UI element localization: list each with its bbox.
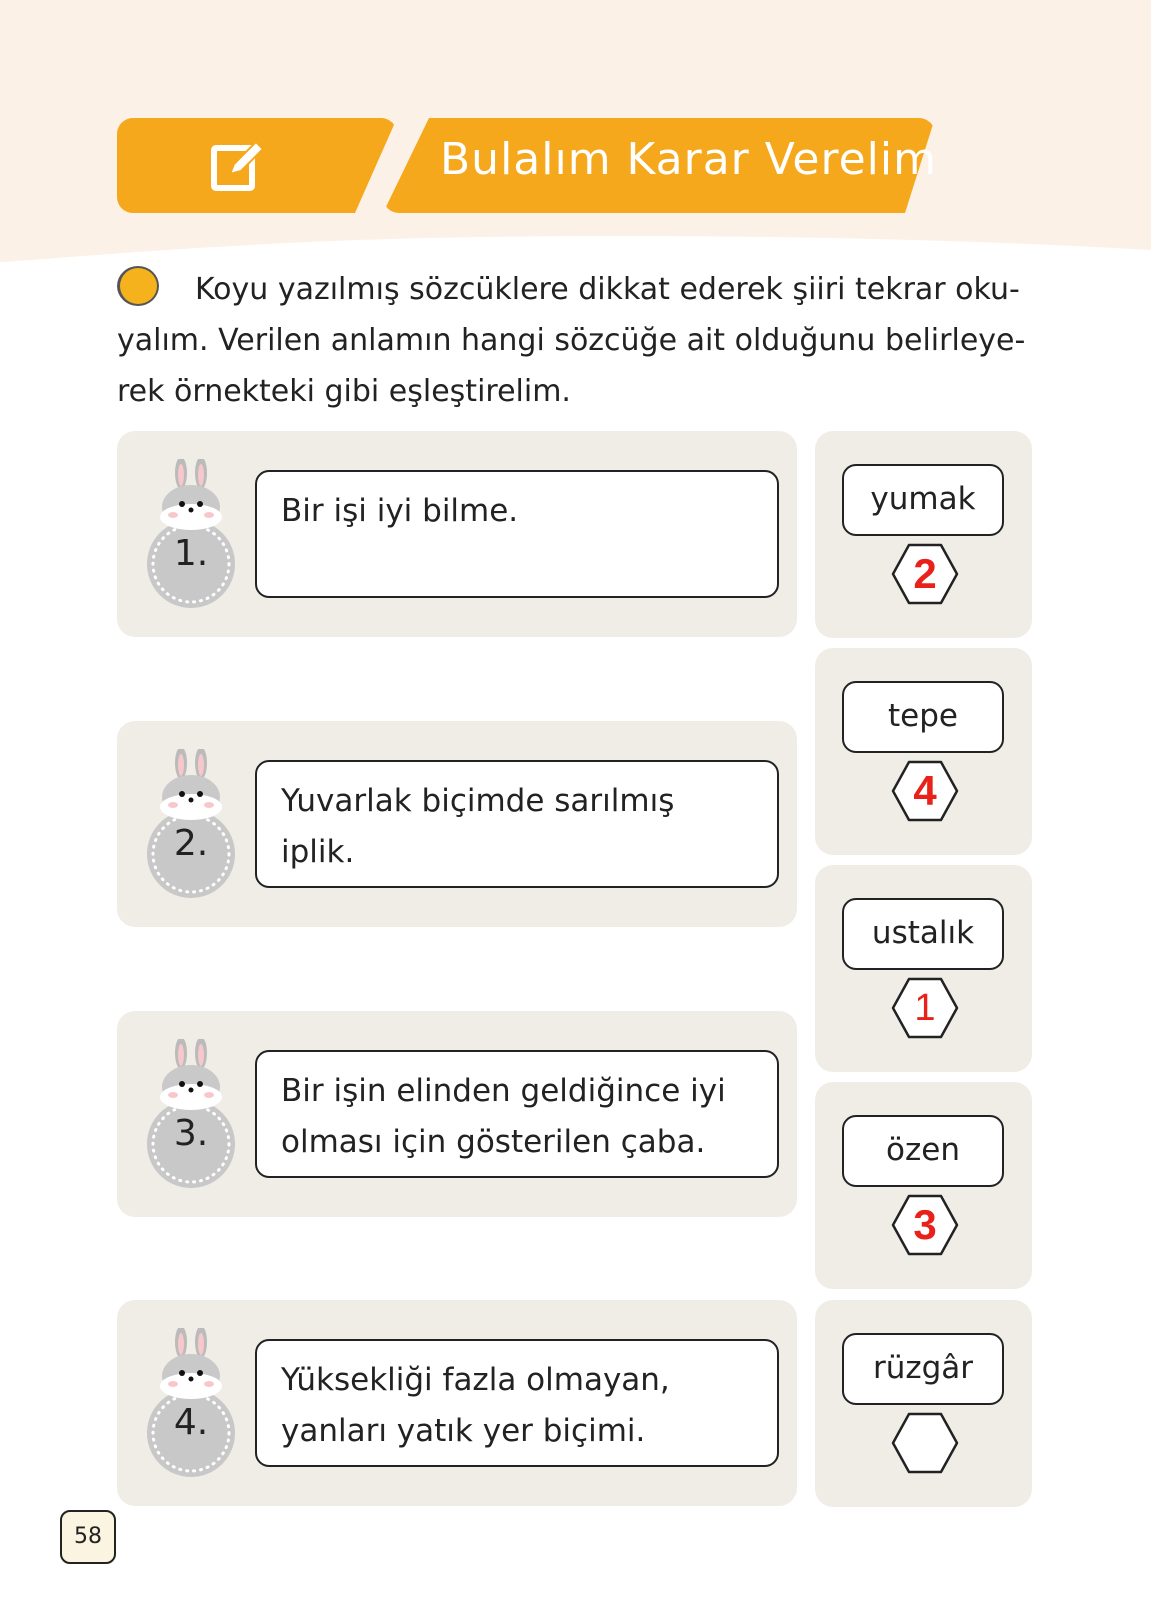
instructions bbox=[117, 264, 1037, 417]
answer-number: 1 bbox=[914, 987, 936, 1029]
definition-text: Yuvarlak biçimde sarılmış iplik. bbox=[255, 760, 779, 888]
page-title: Bulalım Karar Verelim bbox=[440, 134, 937, 185]
answer-number: 4 bbox=[913, 767, 937, 814]
word-card bbox=[815, 1082, 1032, 1289]
word-label: yumak bbox=[842, 464, 1004, 536]
word-card bbox=[815, 648, 1032, 855]
answer-number: 3 bbox=[913, 1201, 937, 1248]
definition-card bbox=[117, 721, 797, 927]
instructions-line: Koyu yazılmış sözcüklere dikkat ederek şiiri tekrar oku- bbox=[195, 272, 1020, 307]
item-number: 4. bbox=[173, 1402, 209, 1443]
word-label: tepe bbox=[842, 681, 1004, 753]
word-card bbox=[815, 431, 1032, 638]
definition-card bbox=[117, 431, 797, 637]
page-number: 58 bbox=[60, 1510, 116, 1564]
definition-text: Bir işi iyi bilme. bbox=[255, 470, 779, 598]
item-number: 2. bbox=[173, 823, 209, 864]
item-number: 3. bbox=[173, 1113, 209, 1154]
definition-text: Yüksekliği fazla olmayan, yanları yatık yer biçimi. bbox=[255, 1339, 779, 1467]
word-label: ustalık bbox=[842, 898, 1004, 970]
answer-number bbox=[891, 1412, 959, 1474]
word-label: özen bbox=[842, 1115, 1004, 1187]
instructions-line: rek örnekteki gibi eşleştirelim. bbox=[117, 374, 571, 409]
word-card bbox=[815, 1300, 1032, 1507]
instructions-line: yalım. Verilen anlamın hangi sözcüğe ait olduğunu belirleye- bbox=[117, 323, 1026, 358]
word-card bbox=[815, 865, 1032, 1072]
definition-card bbox=[117, 1011, 797, 1217]
edit-icon bbox=[208, 136, 268, 196]
answer-number: 2 bbox=[913, 550, 937, 597]
word-label: rüzgâr bbox=[842, 1333, 1004, 1405]
definition-card bbox=[117, 1300, 797, 1506]
definition-text: Bir işin elinden geldiğince iyi olması için gösterilen çaba. bbox=[255, 1050, 779, 1178]
item-number: 1. bbox=[173, 533, 209, 574]
